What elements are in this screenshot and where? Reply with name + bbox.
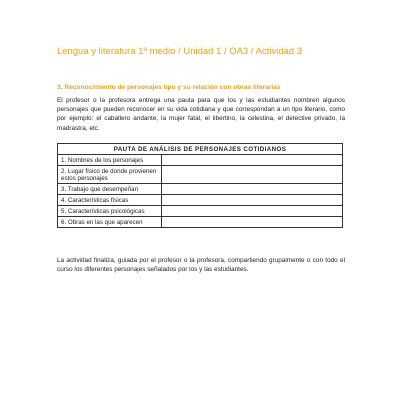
row-label: 4. Características físicas — [58, 195, 162, 206]
table-row — [58, 155, 343, 166]
table-header-row — [58, 144, 343, 155]
row-answer-cell[interactable] — [162, 166, 343, 184]
row-label: 5. Características psicológicas — [58, 206, 162, 217]
row-label: 1. Nombres de los personajes — [58, 155, 162, 166]
row-label: 6. Obras en las que aparecen — [58, 217, 162, 228]
analysis-table — [57, 143, 343, 228]
row-answer-cell[interactable] — [162, 195, 343, 206]
row-label: 3. Trabajo que desempeñan — [58, 184, 162, 195]
row-answer-cell[interactable] — [162, 217, 343, 228]
row-answer-cell[interactable] — [162, 206, 343, 217]
row-answer-cell[interactable] — [162, 184, 343, 195]
breadcrumb: Lengua y literatura 1º medio / Unidad 1 / OA3 / Actividad 3 — [57, 45, 303, 56]
table-row — [58, 206, 343, 217]
closing-paragraph: La actividad finaliza, guiada por el profesor o la profesora, compartiendo grupalmente o con todo el curso los diferentes personajes señalados por los y las estudiantes. — [57, 257, 345, 274]
row-answer-cell[interactable] — [162, 155, 343, 166]
intro-paragraph: El profesor o la profesora entrega una pauta para que los y las estudiantes nombren algunos personajes que pueden reconocer en su vida cotidiana y que correspondan a un tipo literario, como por ejemplo: el caballero andante, la mujer fatal, el libertino, la celestina, el detective privado, la madrastra, etc. — [57, 97, 345, 132]
table-row — [58, 166, 343, 184]
row-label: 2. Lugar físico de donde provienen estos personajes — [58, 166, 162, 184]
section-title: 3. Reconocimiento de personajes tipo y su relación con obras literarias — [57, 84, 281, 91]
table-row — [58, 195, 343, 206]
table-row — [58, 184, 343, 195]
table-title: PAUTA DE ANÁLISIS DE PERSONAJES COTIDIANOS — [58, 144, 343, 155]
table-row — [58, 217, 343, 228]
